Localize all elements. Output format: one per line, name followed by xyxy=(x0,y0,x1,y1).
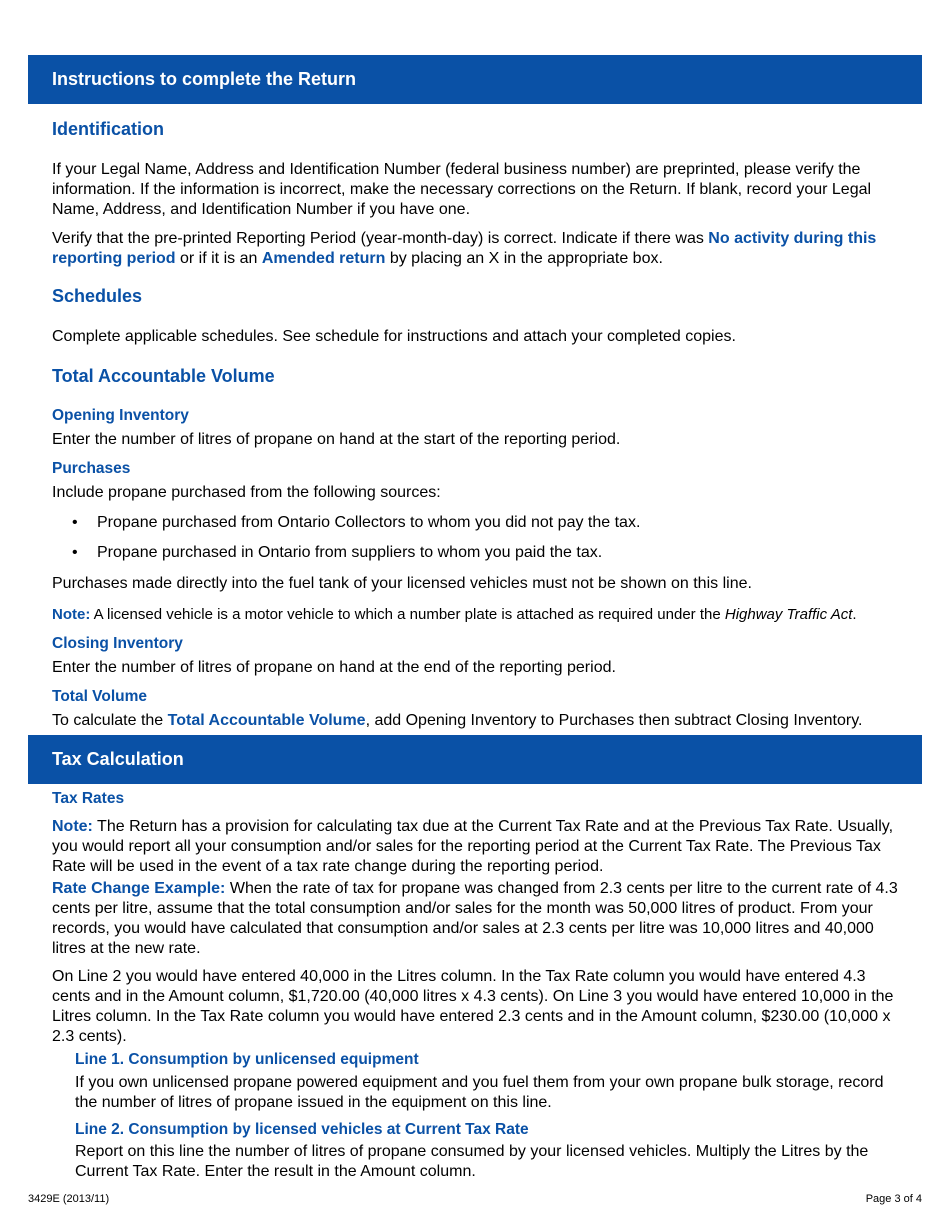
total-volume-heading: Total Volume xyxy=(52,688,148,705)
closing-inventory-heading: Closing Inventory xyxy=(52,635,183,652)
purchases-para-block xyxy=(52,574,902,594)
tax-rates-heading: Tax Rates xyxy=(52,790,125,807)
tax-rates-note-text: The Return has a provision for calculating tax due at the Current Tax Rate and at the Previous Tax Rate. Usually, you would report all your consumption and/or sales for the reporting period at the Current Tax Rate. The Previous Tax Rate will be used in the event of a tax rate change during the reporting period. xyxy=(52,818,894,875)
lines-example-paragraph: On Line 2 you would have entered 40,000 in the Litres column. In the Tax Rate column you would have entered 4.3 cents and in the Amount column, $1,720.00 (40,000 litres x 4.3 cents). On Line 3 you would have entered 10,000 in the Litres column. In the Tax Rate column you would have entered 2.3 cents and in the Amount column, $230.00 (10,000 x 2.3 cents). xyxy=(52,968,894,1045)
opening-inventory-heading: Opening Inventory xyxy=(52,407,189,424)
total-volume-heading-block xyxy=(52,687,902,707)
note-text: A licensed vehicle is a motor vehicle to which a number plate is attached as required under the xyxy=(90,606,725,623)
list-item xyxy=(72,543,602,563)
total-volume-text-c: , add Opening Inventory to Purchases then subtract Closing Inventory. xyxy=(365,712,863,729)
opening-inventory-para-block xyxy=(52,430,902,450)
opening-inventory-paragraph: Enter the number of litres of propane on hand at the start of the reporting period. xyxy=(52,431,621,448)
note-end: . xyxy=(852,606,857,623)
line-2-heading: Line 2. Consumption by licensed vehicles at Current Tax Rate xyxy=(75,1121,529,1138)
tax-calculation-banner: Tax Calculation xyxy=(28,735,922,784)
list-item-text: Propane purchased from Ontario Collectors to whom you did not pay the tax. xyxy=(97,514,641,531)
closing-inventory-paragraph: Enter the number of litres of propane on hand at the end of the reporting period. xyxy=(52,659,616,676)
total-accountable-volume-heading-block xyxy=(52,365,902,387)
tax-rates-heading-block xyxy=(52,789,902,809)
amended-return-term: Amended return xyxy=(261,250,386,267)
identification-para2-text-a: Verify that the pre-printed Reporting Period (year-month-day) is correct. Indicate if there was xyxy=(52,230,709,247)
line-1-para-block xyxy=(75,1073,905,1113)
total-volume-paragraph xyxy=(52,711,902,731)
instructions-banner: Instructions to complete the Return xyxy=(28,55,922,104)
line-1-heading-block xyxy=(75,1050,905,1070)
opening-inventory-heading-block xyxy=(52,406,902,426)
total-volume-para-block xyxy=(52,711,902,731)
licensed-vehicle-note xyxy=(52,605,902,625)
rate-change-example-text: When the rate of tax for propane was changed from 2.3 cents per litre to the current rate of 4.3 cents per litre, assume that the total consumption and/or sales for the month was 50,000 litres of product. From your records, you would have calculated that consumption and/or sales at 2.3 cents per litre was 10,000 litres and 40,000 litres at the new rate. xyxy=(52,880,898,957)
total-accountable-volume-term: Total Accountable Volume xyxy=(167,712,366,729)
line-2-heading-block xyxy=(75,1120,905,1140)
total-volume-text-a: To calculate the xyxy=(52,712,168,729)
identification-heading-block xyxy=(52,118,902,140)
page-number: Page 3 of 4 xyxy=(865,1193,922,1205)
total-accountable-volume-heading: Total Accountable Volume xyxy=(52,366,275,386)
purchases-paragraph: Purchases made directly into the fuel tank of your licensed vehicles must not be shown on this line. xyxy=(52,575,752,592)
identification-para2-text-e: by placing an X in the appropriate box. xyxy=(385,250,663,267)
closing-inventory-heading-block xyxy=(52,634,902,654)
schedules-para-block xyxy=(52,327,902,347)
closing-inventory-para-block xyxy=(52,658,902,678)
line-1-heading: Line 1. Consumption by unlicensed equipment xyxy=(75,1051,419,1068)
identification-para2-text-c: or if it is an xyxy=(175,250,262,267)
identification-heading: Identification xyxy=(52,119,164,139)
note-label: Note: xyxy=(52,606,91,623)
highway-traffic-act-term: Highway Traffic Act xyxy=(724,606,853,623)
list-item-text: Propane purchased in Ontario from suppliers to whom you paid the tax. xyxy=(97,544,603,561)
identification-paragraph-2 xyxy=(52,229,902,269)
bullet-marker: • xyxy=(72,544,78,561)
purchases-note-block xyxy=(52,605,902,625)
schedules-paragraph: Complete applicable schedules. See schedule for instructions and attach your completed copies. xyxy=(52,328,736,345)
list-item xyxy=(72,513,640,533)
note-label: Note: xyxy=(52,818,93,835)
bullet-marker: • xyxy=(72,514,78,531)
tax-rates-note xyxy=(52,817,902,877)
rate-change-example-block xyxy=(52,879,902,959)
identification-para2-block xyxy=(52,229,902,269)
schedules-heading-block xyxy=(52,285,902,307)
rate-change-example xyxy=(52,879,902,959)
line-1-paragraph: If you own unlicensed propane powered equipment and you fuel them from your own propane bulk storage, record the number of litres of propane issued in the equipment on this line. xyxy=(75,1074,884,1111)
purchases-intro: Include propane purchased from the following sources: xyxy=(52,484,441,501)
line-2-para-block xyxy=(75,1142,905,1182)
lines-example-block xyxy=(52,967,902,1047)
form-code: 3429E (2013/11) xyxy=(28,1193,110,1205)
rate-change-example-label: Rate Change Example: xyxy=(52,880,226,897)
no-activity-term: No activity during this reporting period xyxy=(52,230,877,267)
tax-rates-note-block xyxy=(52,817,902,877)
identification-paragraph-1: If your Legal Name, Address and Identification Number (federal business number) are preprinted, please verify the information. If the information is incorrect, make the necessary corrections on the Return. If blank, record your Legal Name, Address, and Identification Number if you have one. xyxy=(52,161,872,218)
purchases-heading-block xyxy=(52,459,902,479)
purchases-heading: Purchases xyxy=(52,460,131,477)
purchases-intro-block xyxy=(52,483,902,503)
identification-para1-block xyxy=(52,160,902,220)
schedules-heading: Schedules xyxy=(52,286,143,306)
line-2-paragraph: Report on this line the number of litres of propane consumed by your licensed vehicles. Multiply the Litres by the Current Tax Rate. Enter the result in the Amount column. xyxy=(75,1143,869,1180)
